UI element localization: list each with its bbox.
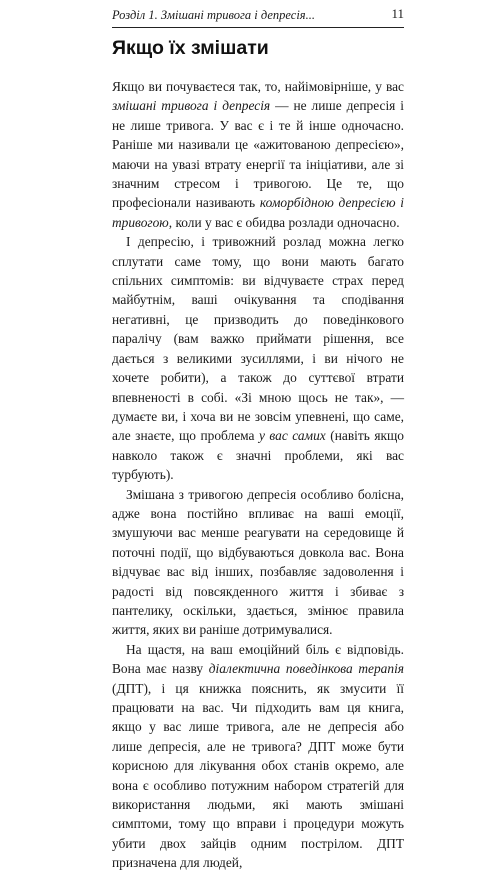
section-title: Якщо їх змішати (112, 37, 269, 59)
text-run-italic: коморбідною депресією і тривогою (112, 195, 404, 230)
paragraph-2 (112, 232, 404, 484)
text-run: І депресію, і тривожний розлад можна легко сплутати саме тому, що вони мають багато спільних симптомів: ви відчуваєте страх перед майбутнім, ваші очікування та сподівання негативні, це призводить до поведінкового паралічу (вам важко приймати рішення, все дається з великими зусиллями, і ви нічого не хочете робити), а також до суттєвої втрати впевненості в собі. «Зі мною щось не так», — думаєте ви, і хоча ви не зовсім упевнені, що саме, але знаєте, що проблема (112, 234, 404, 444)
text-run: Змішана з тривогою депресія особливо болісна, адже вона постійно впливає на ваші емоції, змушуючи вас менше реагувати на середовище й поточні події, що відбуваються довкола вас. Вона відчуває вас від інших, позбавляє задоволення і радості від повсякденного життя і збиває з пантелику, оскільки, здається, змінює правила життя, яких ви раніше дотримувалися. (112, 486, 404, 638)
text-run: (навіть якщо навколо також є значні проблеми, які вас турбують). (112, 428, 404, 483)
paragraph-3 (112, 485, 404, 640)
page-number: 11 (391, 6, 404, 21)
text-run-italic: діалектична поведінкова терапія (208, 661, 405, 677)
text-run: — не лише депресія і не лише тривога. У вас є і те й інше одночасно. Раніше ми називали це «ажитованою депресією», маючи на увазі втрату енергії та ініціативи, але зі значним стресом і тривогою. Це те, що професіонали називають (112, 98, 405, 211)
text-run: Якщо ви почуваєтеся так, то, найімовірніше, у вас (112, 79, 404, 94)
text-run: (ДПТ), і ця книжка пояснить, як змусити її працювати на вас. Чи підходить вам ця книга, якщо у вас лише тривога, але не депресія або лише депресія, але не тривога? ДПТ може бути корисною для лікування обох станів окремо, але вона є особливо потужним набором стратегій для використання людьми, які мають змішані симптоми, тому що вправи і процедури можуть убити двох зайців одним пострілом. ДПТ призначена для людей, (112, 680, 404, 871)
text-run-italic: у вас самих (258, 428, 326, 444)
text-run: На щастя, на ваш емоційний біль є відповідь. Вона має назву (112, 641, 404, 677)
paragraph-1 (112, 77, 404, 232)
body-text (112, 77, 404, 873)
running-head: Розділ 1. Змішані тривога і депресія... (112, 8, 315, 22)
text-run-italic: змішані тривога і депресія (112, 98, 271, 114)
text-run: , коли у вас є обидва розлади одночасно. (168, 214, 400, 230)
page-header (112, 6, 404, 28)
paragraph-4 (112, 640, 404, 873)
